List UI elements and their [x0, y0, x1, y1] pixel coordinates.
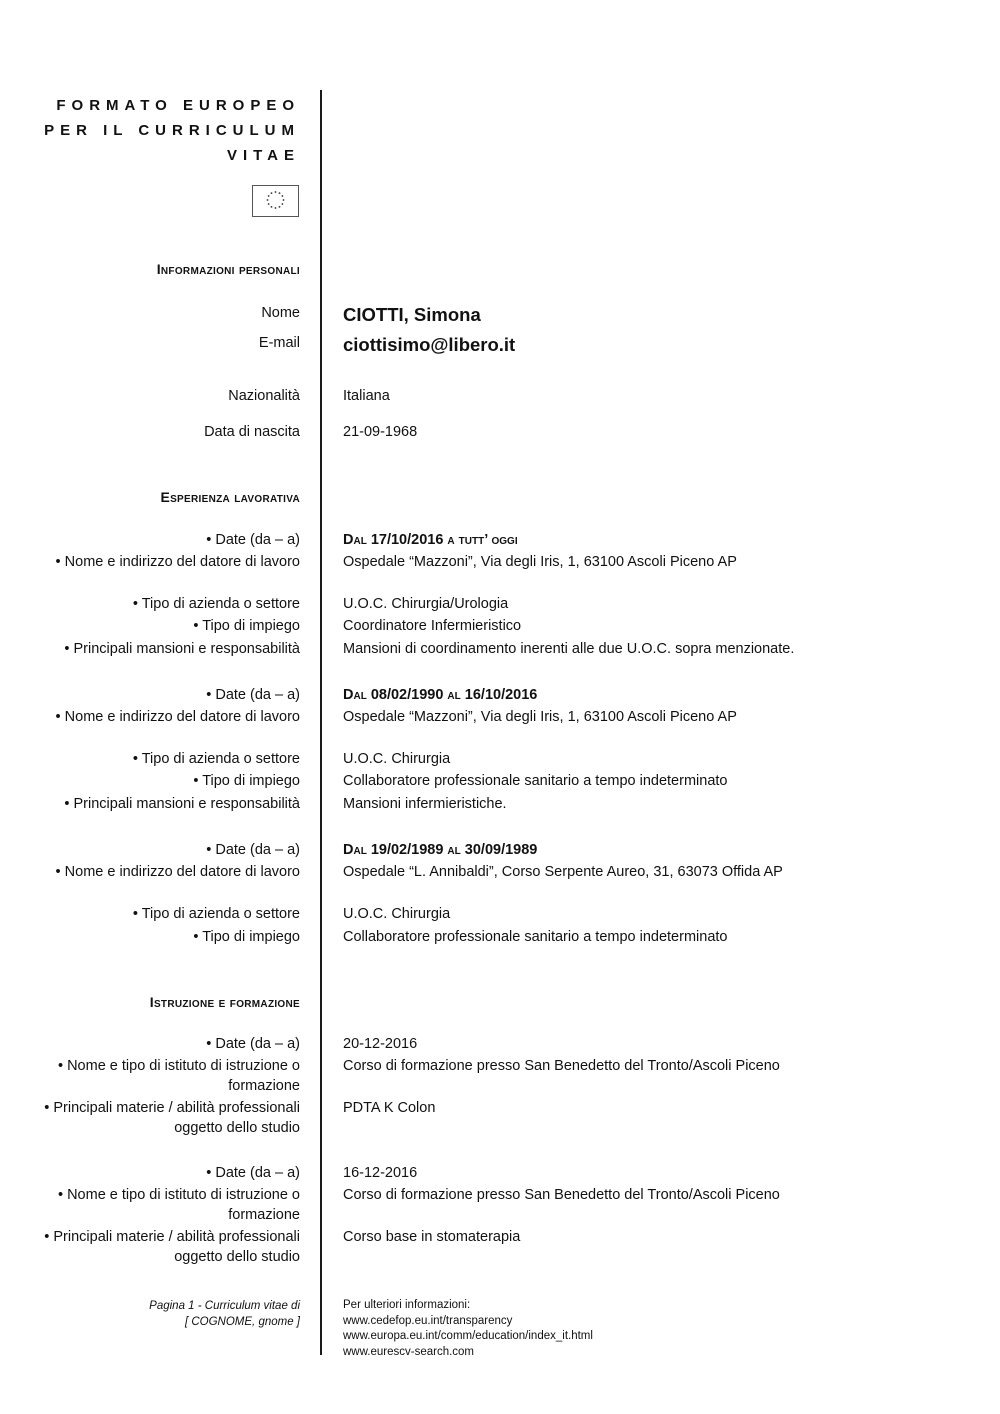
job-duties-label: • Principali mansioni e responsabilità	[64, 796, 300, 812]
job-employer-label: • Nome e indirizzo del datore di lavoro	[55, 864, 300, 880]
edu-institute-value: Corso di formazione presso San Benedetto del Tronto/Ascoli Piceno	[343, 1187, 780, 1203]
edu-subjects-label: • Principali materie / abilità professionali oggetto dello studio	[44, 1100, 300, 1136]
section-education: Istruzione e formazione	[149, 994, 300, 1010]
job-dates-label: • Date (da – a)	[206, 532, 300, 548]
footer-page-line1: Pagina 1 - Curriculum vitae di	[149, 1300, 300, 1312]
header-title-line2: PER IL CURRICULUM	[44, 122, 300, 139]
edu-dates-label: • Date (da – a)	[206, 1036, 300, 1052]
job-employer-value: Ospedale “Mazzoni”, Via degli Iris, 1, 63100 Ascoli Piceno AP	[343, 709, 737, 725]
footer-page-info	[0, 1298, 300, 1330]
section-personal-info: Informazioni personali	[156, 261, 300, 277]
edu-subjects-value: Corso base in stomaterapia	[343, 1229, 521, 1245]
job-dates-label: • Date (da – a)	[206, 842, 300, 858]
job-position-value: Collaboratore professionale sanitario a tempo indeterminato	[343, 773, 728, 789]
footer-link-eurescv[interactable]: www.eurescv-search.com	[343, 1345, 475, 1358]
edu-subjects-label: • Principali materie / abilità professionali oggetto dello studio	[44, 1229, 300, 1265]
job-sector-label: • Tipo di azienda o settore	[132, 596, 300, 612]
job-position-label: • Tipo di impiego	[193, 618, 300, 634]
footer-links	[343, 1298, 593, 1360]
footer-link-europa[interactable]: www.europa.eu.int/comm/education/index_it.html	[343, 1330, 593, 1342]
email-label: E-mail	[258, 335, 300, 351]
job-sector-value: U.O.C. Chirurgia/Urologia	[343, 596, 509, 612]
job-sector-value: U.O.C. Chirurgia	[343, 751, 451, 767]
job-sector-label: • Tipo di azienda o settore	[132, 906, 300, 922]
edu-institute-label: • Nome e tipo di istituto di istruzione o formazione	[57, 1058, 300, 1094]
edu-subjects-value: PDTA K Colon	[343, 1100, 436, 1116]
job-dates-value: Dal 08/02/1990 al 16/10/2016	[343, 687, 538, 703]
job-position-value: Collaboratore professionale sanitario a tempo indeterminato	[343, 929, 728, 945]
job-employer-label: • Nome e indirizzo del datore di lavoro	[55, 709, 300, 725]
job-position-value: Coordinatore Infermieristico	[343, 618, 522, 634]
job-employer-label: • Nome e indirizzo del datore di lavoro	[55, 554, 300, 570]
name-label: Nome	[261, 305, 300, 321]
job-dates-label: • Date (da – a)	[206, 687, 300, 703]
job-sector-label: • Tipo di azienda o settore	[132, 751, 300, 767]
footer-link-cedefop[interactable]: www.cedefop.eu.int/transparency	[343, 1314, 513, 1327]
name-value: CIOTTI, Simona	[343, 304, 481, 325]
nationality-label: Nazionalità	[228, 388, 300, 404]
header-title-line1: FORMATO EUROPEO	[56, 97, 300, 114]
birth-date-label: Data di nascita	[204, 424, 300, 440]
edu-dates-label: • Date (da – a)	[206, 1165, 300, 1181]
column-divider	[320, 90, 322, 1355]
job-position-label: • Tipo di impiego	[193, 773, 300, 789]
edu-dates-value: 20-12-2016	[343, 1036, 418, 1052]
edu-institute-value: Corso di formazione presso San Benedetto del Tronto/Ascoli Piceno	[343, 1058, 780, 1074]
birth-date-value: 21-09-1968	[343, 424, 418, 440]
edu-dates-value: 16-12-2016	[343, 1165, 418, 1181]
eu-flag-icon	[252, 185, 299, 217]
job-employer-value: Ospedale “L. Annibaldi”, Corso Serpente Aureo, 31, 63073 Offida AP	[343, 864, 783, 880]
job-sector-value: U.O.C. Chirurgia	[343, 906, 451, 922]
footer-page-line2: [ COGNOME, gnome ]	[184, 1316, 300, 1328]
email-value: ciottisimo@libero.it	[343, 334, 516, 355]
nationality-value: Italiana	[343, 388, 390, 404]
edu-institute-label: • Nome e tipo di istituto di istruzione o formazione	[57, 1187, 300, 1223]
job-employer-value: Ospedale “Mazzoni”, Via degli Iris, 1, 63100 Ascoli Piceno AP	[343, 554, 737, 570]
job-dates-value: Dal 17/10/2016 a tutt’ oggi	[343, 532, 518, 548]
job-position-label: • Tipo di impiego	[193, 929, 300, 945]
job-duties-value: Mansioni infermieristiche.	[343, 796, 507, 812]
job-duties-value: Mansioni di coordinamento inerenti alle due U.O.C. sopra menzionate.	[343, 641, 795, 657]
section-work-experience: Esperienza lavorativa	[160, 489, 300, 505]
job-duties-label: • Principali mansioni e responsabilità	[64, 641, 300, 657]
footer-info-heading: Per ulteriori informazioni:	[343, 1299, 471, 1311]
job-dates-value: Dal 19/02/1989 al 30/09/1989	[343, 842, 538, 858]
header-title-line3: VITAE	[226, 147, 300, 164]
